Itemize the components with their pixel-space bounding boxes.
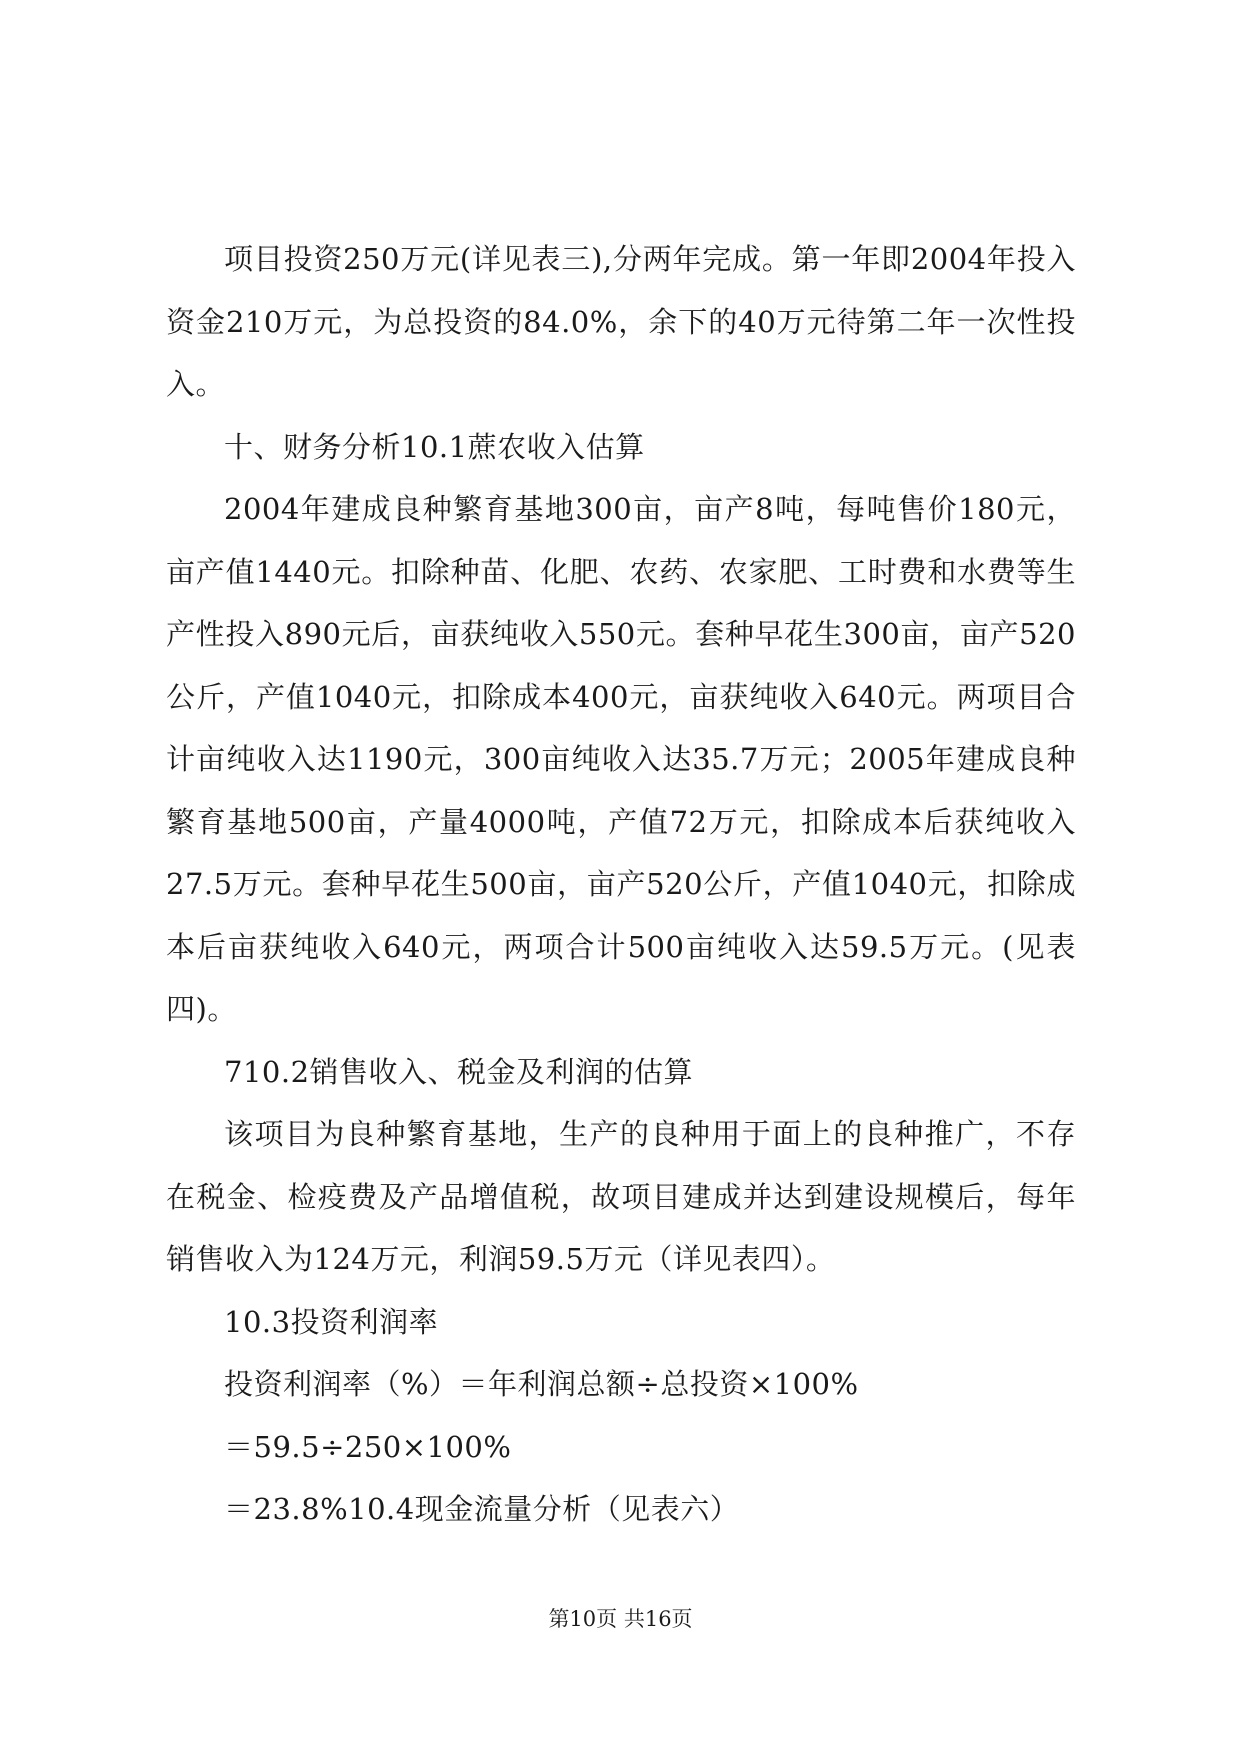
document-body: [166, 228, 1076, 1541]
heading-financial-analysis: 十、财务分析10.1蔗农收入估算: [224, 429, 645, 464]
heading-sales-tax-profit: 710.2销售收入、税金及利润的估算: [224, 1054, 694, 1089]
paragraph-investment-summary: 项目投资250万元(详见表三),分两年完成。第一年即2004年投入资金210万元，为总投资的84.0%，余下的40万元待第二年一次性投入。: [166, 242, 1076, 401]
paragraph-farmer-income: 2004年建成良种繁育基地300亩，亩产8吨，每吨售价180元，亩产值1440元。扣除种苗、化肥、农药、农家肥、工时费和水费等生产性投入890元后，亩获纯收入550元。套种早花生300亩，亩产520公斤，产值1040元，扣除成本400元，亩获纯收入640元。两项目合计亩纯收入达1190元，300亩纯收入达35.7万元；2005年建成良种繁育基地500亩，产量4000吨，产值72万元，扣除成本后获纯收入27.5万元。套种早花生500亩，亩产520公斤，产值1040元，扣除成本后亩获纯收入640元，两项合计500亩纯收入达59.5万元。(见表四)。: [166, 492, 1076, 1026]
page-number-footer: 第10页 共16页: [548, 1607, 693, 1631]
formula-profit-rate: 投资利润率（%）＝年利润总额÷总投资×100%: [224, 1367, 859, 1401]
heading-investment-profit-rate: 10.3投资利润率: [224, 1304, 439, 1339]
formula-result-cashflow: ＝23.8%10.4现金流量分析（见表六）: [224, 1492, 740, 1526]
paragraph-sales-revenue: 该项目为良种繁育基地，生产的良种用于面上的良种推广，不存在税金、检疫费及产品增值税，故项目建成并达到建设规模后，每年销售收入为124万元，利润59.5万元（详见表四）。: [166, 1117, 1076, 1276]
formula-calculation: ＝59.5÷250×100%: [224, 1429, 512, 1464]
